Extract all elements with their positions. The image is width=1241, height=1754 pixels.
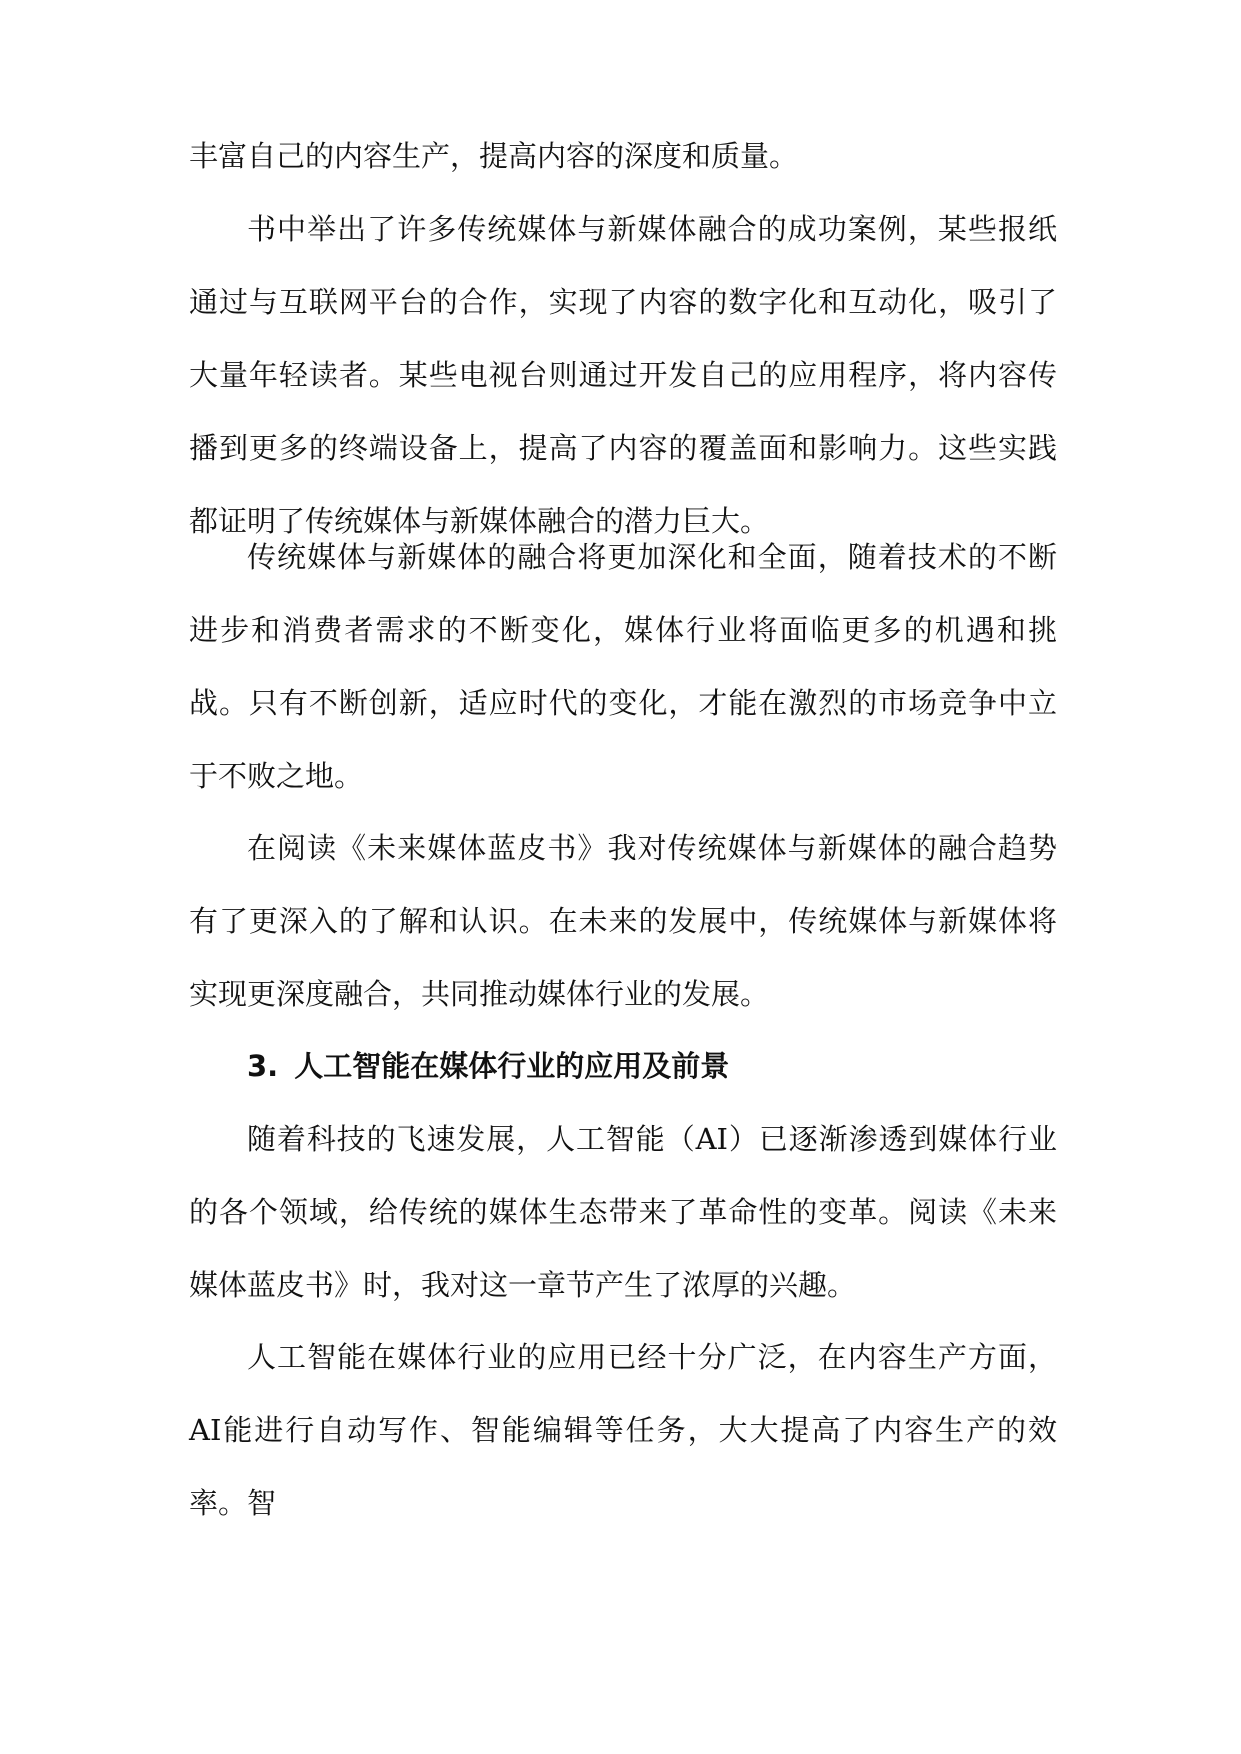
section-heading xyxy=(247,1030,1047,1103)
section-title: 人工智能在媒体行业的应用及前景 xyxy=(294,1049,730,1083)
paragraph-reading-reflection: 在阅读《未来媒体蓝皮书》我对传统媒体与新媒体的融合趋势有了更深入的了解和认识。在未来的发展中，传统媒体与新媒体将实现更深度融合，共同推动媒体行业的发展。 xyxy=(189,831,1057,1011)
section-number: 3. xyxy=(247,1049,279,1083)
paragraph-integration-trend: 传统媒体与新媒体的融合将更加深化和全面，随着技术的不断进步和消费者需求的不断变化，媒体行业将面临更多的机遇和挑战。只有不断创新，适应时代的变化，才能在激烈的市场竞争中立于不败之地。 xyxy=(189,540,1057,793)
paragraph-continuation: 丰富自己的内容生产，提高内容的深度和质量。 xyxy=(189,139,799,173)
paragraph-ai-applications: 人工智能在媒体行业的应用已经十分广泛，在内容生产方面，AI能进行自动写作、智能编辑等任务，大大提高了内容生产的效率。智 xyxy=(189,1340,1057,1520)
paragraph-case-studies: 书中举出了许多传统媒体与新媒体融合的成功案例，某些报纸通过与互联网平台的合作，实现了内容的数字化和互动化，吸引了大量年轻读者。某些电视台则通过开发自己的应用程序，将内容传播到更多的终端设备上，提高了内容的覆盖面和影响力。这些实践都证明了传统媒体与新媒体融合的潜力巨大。 xyxy=(189,212,1057,538)
paragraph-ai-intro: 随着科技的飞速发展，人工智能（AI）已逐渐渗透到媒体行业的各个领域，给传统的媒体生态带来了革命性的变革。阅读《未来媒体蓝皮书》时，我对这一章节产生了浓厚的兴趣。 xyxy=(189,1122,1057,1302)
